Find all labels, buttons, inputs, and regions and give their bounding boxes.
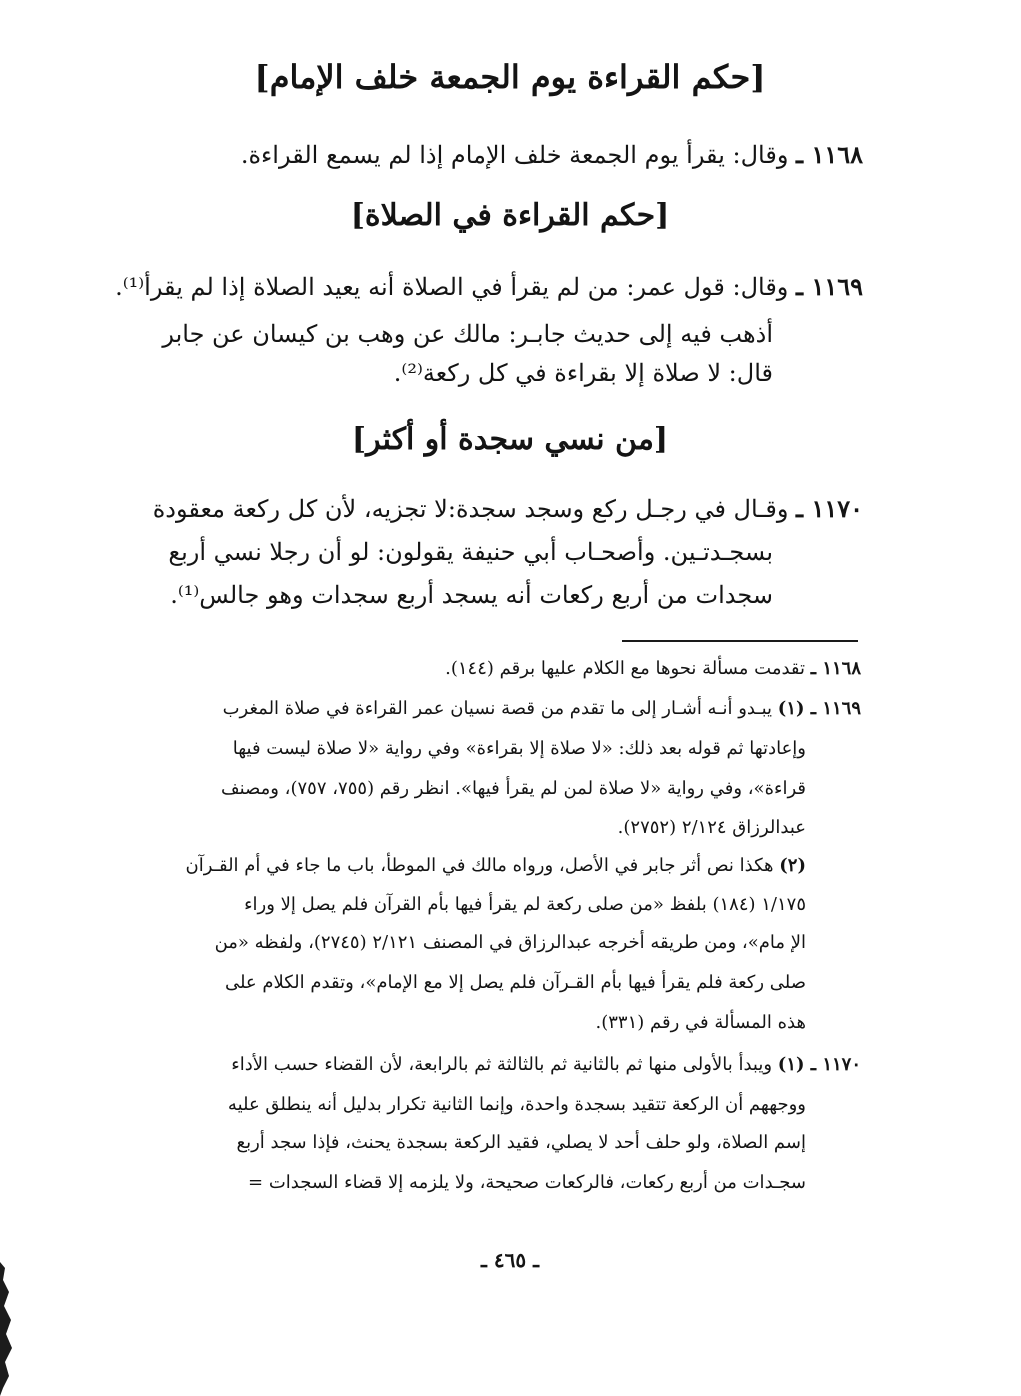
section-heading-forgotten-prostration: [من نسي سجدة أو أكثر] [351,422,669,457]
paragraph-line: وقـال في رجـل ركع وسجد سجدة:لا تجزيه، لأن كل ركعة معقودة [152,495,789,523]
footnote-ref: ١١٧٠ ـ (١) [777,1054,861,1075]
footnote-line: ويبدأ بالأولى منها ثم بالثانية ثم بالثالثة ثم بالرابعة، لأن القضاء حسب الأداء [231,1054,773,1075]
footnote-1170-1 [146,1052,861,1078]
footnote-line: صلى ركعة فلم يقرأ فيها بأم القـرآن فلم يصل إلا مع الإمام»، وتقدم الكلام على [224,972,806,993]
paragraph-1169 [115,272,863,302]
paragraph-number: ١١٦٩ ـ [796,272,863,301]
footnote-line: عبدالرزاق ٢/١٢٤ (٢٧٥٢). [617,817,806,838]
footnote-line: هذه المسألة في رقم (٣٣١). [595,1012,806,1033]
footnote-separator [622,640,858,642]
footnote-line: الإ مام»، ومن طريقه أخرجه عبدالرزاق في المصنف ٢/١٢١ (٢٧٤٥)، ولفظه «من [214,932,806,953]
footnote-line: ووجههم أن الركعة تتقيد بسجدة واحدة، وإنما الثانية تكرار بدليل أنه ينطلق عليه [227,1094,806,1115]
paragraph-line: أذهب فيه إلى حديث جابـر: مالك عن وهب بن كيسان عن جابر [162,320,773,348]
paragraph-line: سجدات من أربع ركعات أنه يسجد أربع سجدات وهو جالس⁽¹⁾. [170,581,773,609]
paragraph-line: وقال: يقرأ يوم الجمعة خلف الإمام إذا لم يسمع القراءة. [240,141,789,169]
footnote-line: تقدمت مسألة نحوها مع الكلام عليها برقم (١٤٤). [445,658,806,679]
footnote-line: وإعادتها ثم قوله بعد ذلك: «لا صلاة إلا بقراءة» وفي رواية «لا صلاة ليست فيها [232,738,806,759]
footnote-1169-1 [146,696,861,722]
paragraph-line: وقال: قول عمر: من لم يقرأ في الصلاة أنه يعيد الصلاة إذا لم يقرأ⁽¹⁾. [115,273,789,301]
footnote-line: هكذا نص أثر جابر في الأصل، ورواه مالك في الموطأ، باب ما جاء في أم القـرآن [185,855,774,876]
paragraph-line: قال: لا صلاة إلا بقراءة في كل ركعة⁽²⁾. [393,359,773,387]
footnote-1168 [146,656,861,682]
footnote-line: يبـدو أنـه أشـار إلى ما تقدم من قصة نسيان عمر القراءة في صلاة المغرب [222,698,773,719]
section-heading-friday-recitation: [حكم القراءة يوم الجمعة خلف الإمام] [254,58,766,96]
footnote-line: إسم الصلاة، ولو حلف أحد لا يصلي، فقيد الركعة بسجدة يحنث، فإذا سجد أربع [236,1132,806,1153]
footnote-line: ١/١٧٥ (١٨٤) بلفظ «من صلى ركعة لم يقرأ فيها بأم القرآن فلم يصل إلا وراء [244,894,806,915]
scan-edge-mark [0,1262,16,1396]
section-heading-prayer-recitation: [حكم القراءة في الصلاة] [350,198,670,233]
paragraph-1168 [148,140,863,170]
footnote-ref: (٢) [779,855,806,876]
footnote-1169-2 [146,853,806,879]
footnote-ref: ١١٦٨ ـ [810,658,861,679]
paragraph-number: ١١٦٨ ـ [796,140,863,169]
paragraph-line: بسجـدتـين. وأصحـاب أبي حنيفة يقولون: لو أن رجلا نسي أربع [168,538,773,566]
footnote-line: سجـدات من أربع ركعات، فالركعات صحيحة، ولا يلزمه إلا قضاء السجدات = [248,1172,806,1193]
paragraph-number: ١١٧٠ ـ [796,494,863,523]
paragraph-1170 [148,494,863,524]
page-number: ـ ٤٦٥ ـ [481,1248,539,1272]
footnote-line: قراءة»، وفي رواية «لا صلاة لمن لم يقرأ فيها». انظر رقم (٧٥٥، ٧٥٧)، ومصنف [220,778,806,799]
footnote-ref: ١١٦٩ ـ (١) [777,698,861,719]
